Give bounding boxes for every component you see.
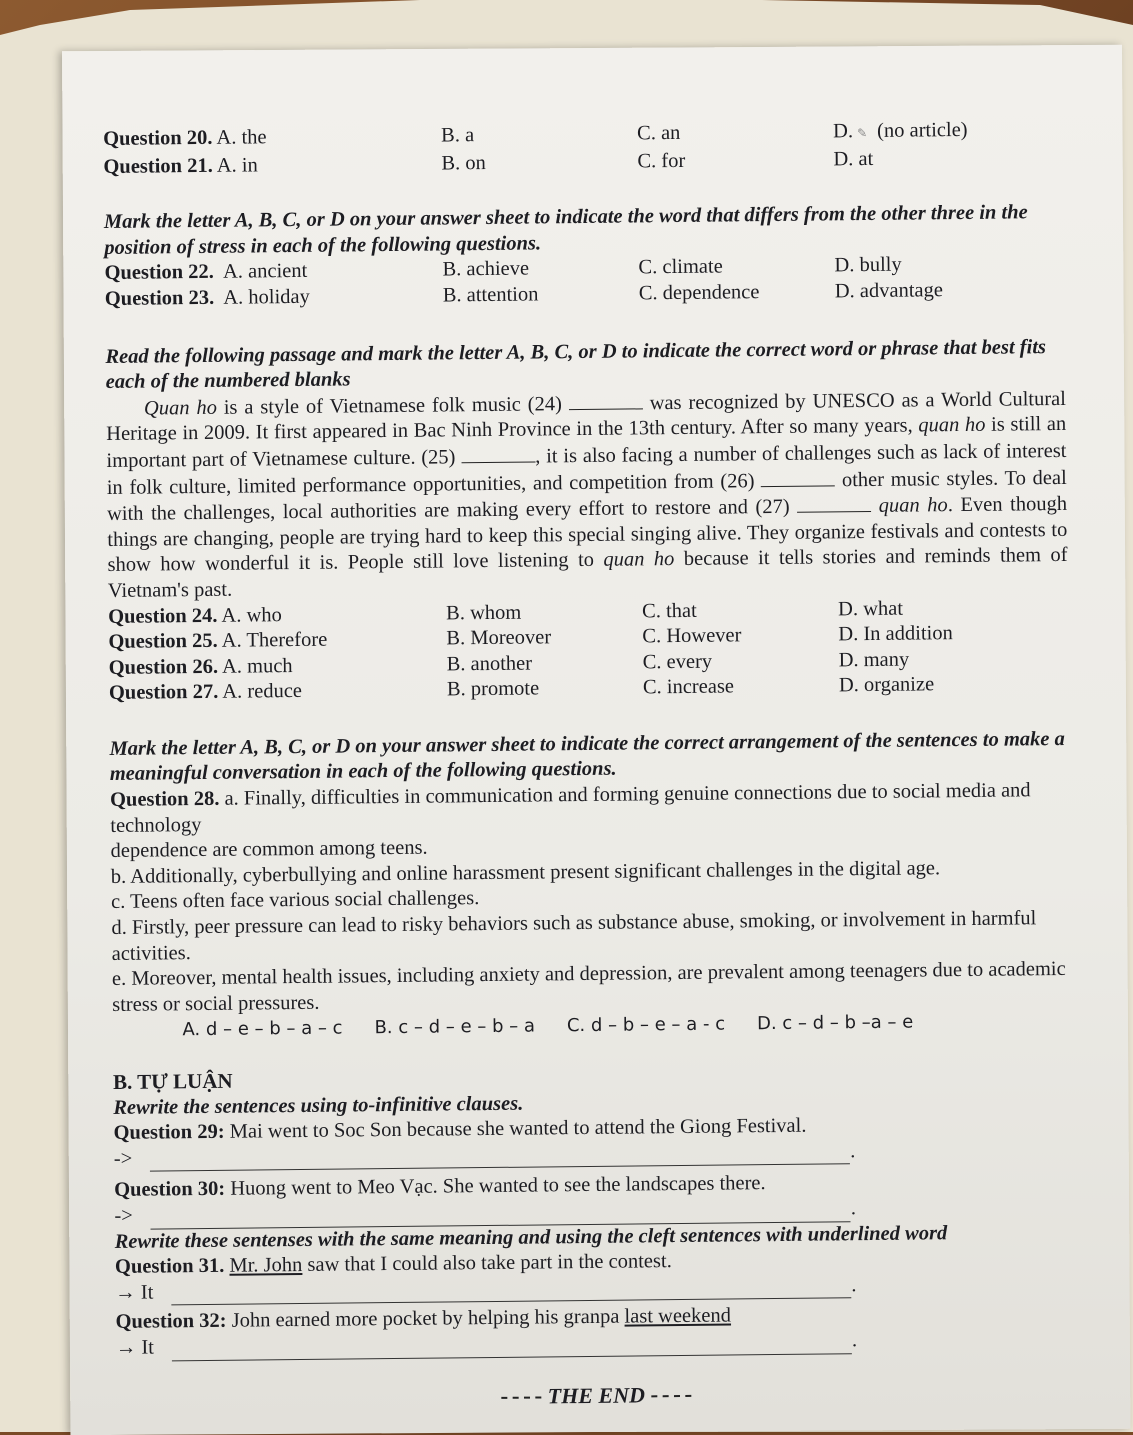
option-d: D. bully: [834, 254, 902, 277]
option-c: C. increase: [642, 675, 735, 699]
answer-line-31[interactable]: [171, 1278, 851, 1306]
option-c: C. climate: [638, 255, 723, 279]
dash-divider: [502, 1397, 542, 1399]
option-a: A. ancient: [222, 260, 308, 284]
option-b: B. promote: [446, 677, 540, 701]
sentence-e: e. Moreover, mental health issues, including anxiety and depression, are prevalent among teenagers due to academic stress or social pressures.: [111, 958, 1066, 1016]
option-d: D. many: [838, 648, 910, 672]
question-text: Mai went to Soc Son because she wanted to attend the Giong Festival.: [224, 1114, 807, 1143]
question-label: Question 23.: [104, 286, 215, 310]
arrow-prefix: → It: [115, 1336, 155, 1359]
answer-line-32[interactable]: [172, 1333, 852, 1361]
option-a: A. reduce: [222, 680, 303, 704]
blank-27: [797, 493, 871, 513]
passage-text: is a style of Vietnamese folk music (24): [216, 392, 569, 419]
option-d: D. advantage: [834, 279, 944, 303]
exam-content: [103, 117, 1076, 1413]
option-a: A. who: [221, 603, 282, 627]
option-d-note: (no article): [876, 118, 968, 142]
passage-term: quan ho: [603, 548, 675, 572]
question-label: Question 26.: [108, 655, 219, 679]
option-d: D. In addition: [838, 622, 953, 646]
option-d: D. what: [837, 597, 904, 620]
instruction-stress: Mark the letter A, B, C, or D on your answer sheet to indicate the word that differs from the other three in the position of stress in each of the following questions.: [103, 201, 1028, 259]
blank-24: [569, 390, 643, 410]
blank-26: [761, 467, 835, 487]
blank-25: [461, 443, 535, 463]
instruction-rewrite: Rewrite the sentences using to-infinitive clauses.: [113, 1092, 524, 1119]
dash-divider: [651, 1395, 691, 1397]
passage-term: Quan ho: [143, 396, 218, 420]
option-c: C. d – b – e – a - c: [566, 1013, 726, 1037]
passage-text: is still an important part of Vietnamese culture. (25): [106, 413, 1067, 472]
option-a: A. d – e – b – a – c: [182, 1017, 343, 1041]
option-d: D. organize: [838, 673, 935, 697]
passage-text: other music styles. To deal with the challenges, local authorities are making every effort to restore and (27): [106, 466, 1067, 526]
option-a: A. Therefore: [221, 628, 328, 652]
passage-text: was recognized by UNESCO as a World Cultural Heritage in 2009. It first appeared in Bac Ninh Province in the 13th century. After so many years,: [106, 387, 1067, 446]
instruction-cleft: Rewrite these sentenses with the same meaning and using the cleft sentences with underlined word: [114, 1221, 948, 1253]
pen-mark-icon: ✎: [856, 125, 868, 141]
option-b: B. attention: [442, 283, 539, 307]
option-a: A. in: [216, 153, 258, 177]
option-a: A. holiday: [223, 285, 310, 309]
option-b: B. c – d – e – b – a: [374, 1015, 536, 1039]
option-c: C. However: [642, 624, 742, 648]
section-b-heading: B. TỰ LUẬN: [112, 1068, 233, 1094]
question-label: Question 20.: [103, 126, 213, 150]
option-b: B. on: [441, 151, 486, 175]
question-text: John earned more pocket by helping his granpa: [226, 1305, 625, 1333]
question-label: Question 30:: [114, 1178, 226, 1202]
instruction-arrange: Mark the letter A, B, C, or D on your answer sheet to indicate the correct arrangement of the sentences to make a meaningful conversation in each of the following questions.: [109, 727, 1065, 786]
option-b: B. a: [440, 124, 475, 147]
question-label: Question 24.: [108, 604, 218, 628]
arrow-prefix: ->: [113, 1147, 133, 1170]
period: .: [851, 1273, 857, 1296]
option-c: C. dependence: [638, 281, 760, 305]
period: .: [850, 1197, 856, 1220]
period: .: [851, 1329, 858, 1352]
arrow-prefix: ->: [114, 1204, 133, 1227]
option-c: C. that: [641, 599, 697, 622]
option-a: A. the: [216, 126, 267, 149]
question-label: Question 27.: [108, 681, 219, 705]
the-end-label: THE END: [547, 1381, 646, 1408]
option-b: B. achieve: [442, 257, 530, 281]
passage-term: quan ho: [918, 414, 986, 437]
passage: [106, 386, 1068, 605]
period: .: [850, 1139, 856, 1163]
question-label: Question 29:: [113, 1120, 225, 1145]
option-c: C. every: [642, 650, 713, 674]
question-label: Question 28.: [109, 787, 220, 812]
option-b: B. whom: [445, 601, 522, 624]
passage-term: quan ho: [878, 494, 948, 518]
arrow-prefix: → It: [115, 1281, 154, 1304]
passage-text: . Even though things are changing, people are trying hard to keep this special singing alive. They organize festivals and contests to show how wonderful it is. People still love listening to: [107, 493, 1068, 577]
option-d: D. c – d – b –a – e: [756, 1011, 914, 1035]
question-label: Question 22.: [104, 261, 215, 285]
question-text: Huong went to Meo Vạc. She wanted to see the landscapes there.: [225, 1172, 766, 1201]
sentence-a: a. Finally, difficulties in communication and forming genuine connections due to social media and technology: [110, 779, 1031, 837]
question-label: Question 25.: [108, 629, 218, 654]
option-b: B. another: [446, 652, 533, 676]
option-c: C. for: [637, 149, 686, 172]
underlined-word: Mr. John: [229, 1254, 303, 1277]
question-label: Question 21.: [103, 154, 213, 178]
option-c: C. an: [636, 121, 681, 145]
underlined-word: last weekend: [624, 1304, 732, 1328]
option-d: D.: [832, 120, 854, 143]
question-text: saw that I could also take part in the contest.: [302, 1250, 672, 1277]
sentence-b: b. Additionally, cyberbullying and online harassment present significant challenges in the digital age.: [110, 857, 941, 888]
question-28: [110, 778, 1073, 1044]
option-d: D. at: [833, 147, 874, 170]
answer-line-29[interactable]: [150, 1144, 850, 1172]
instruction-passage: Read the following passage and mark the letter A, B, C, or D to indicate the correct word or phrase that best fits each of the numbered blanks: [105, 335, 1047, 394]
option-a: A. much: [221, 654, 293, 678]
sentence-d: d. Firstly, peer pressure can lead to risky behaviors such as substance abuse, smoking, or involvement in harmful activities.: [111, 907, 1037, 965]
sentence-c: c. Teens often face various social challenges.: [111, 887, 480, 914]
passage-text: because it tells stories and reminds them of Vietnam's past.: [107, 544, 1068, 602]
sentence-a-cont: dependence are common among teens.: [110, 836, 428, 863]
option-b: B. Moreover: [446, 626, 552, 650]
passage-text: , it is also facing a number of challenges such as lack of interest in folk culture, limited performance opportunities, and competition from (26): [106, 439, 1067, 499]
question-label: Question 31.: [114, 1254, 225, 1279]
question-label: Question 32:: [115, 1310, 227, 1334]
